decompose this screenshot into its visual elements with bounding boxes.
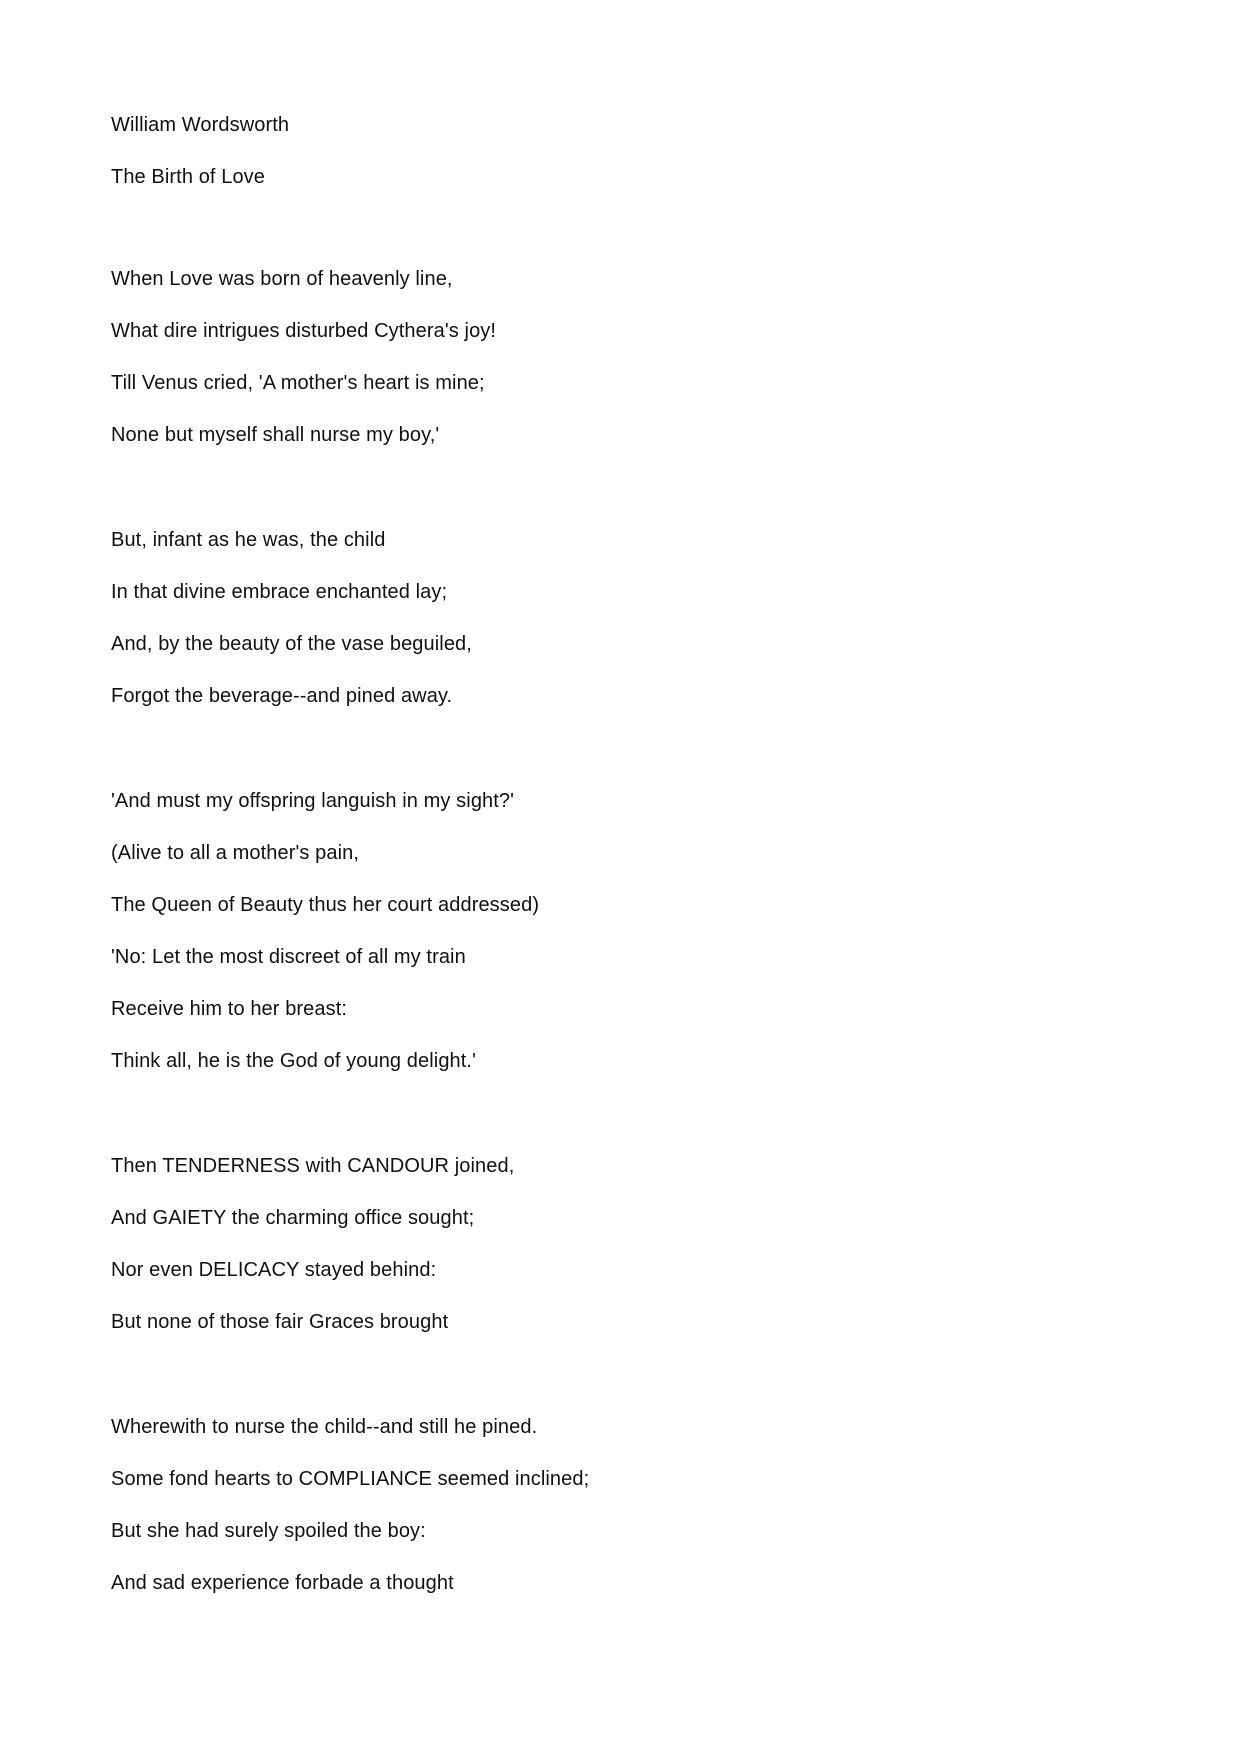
poem-line: But none of those fair Graces brought	[111, 1311, 449, 1333]
poem-line: Till Venus cried, 'A mother's heart is mine;	[111, 372, 485, 394]
poem-line: 'No: Let the most discreet of all my train	[111, 946, 466, 968]
poem-line: What dire intrigues disturbed Cythera's joy!	[111, 320, 497, 342]
poem-line: When Love was born of heavenly line,	[111, 268, 453, 290]
poem-line: Receive him to her breast:	[111, 998, 348, 1020]
poem-line: In that divine embrace enchanted lay;	[111, 581, 448, 603]
poem-line: Then TENDERNESS with CANDOUR joined,	[111, 1155, 515, 1177]
poem-line: Some fond hearts to COMPLIANCE seemed inclined;	[111, 1468, 590, 1490]
poem-line: 'And must my offspring languish in my sight?'	[111, 790, 515, 812]
poem-line: But she had surely spoiled the boy:	[111, 1520, 426, 1542]
poem-title: The Birth of Love	[111, 166, 266, 188]
poem-line: Forgot the beverage--and pined away.	[111, 685, 453, 707]
author-name: William Wordsworth	[111, 114, 290, 136]
poem-line: But, infant as he was, the child	[111, 529, 386, 551]
poem-line: None but myself shall nurse my boy,'	[111, 424, 440, 446]
poem-line: And GAIETY the charming office sought;	[111, 1207, 475, 1229]
poem-line: Nor even DELICACY stayed behind:	[111, 1259, 437, 1281]
poem-line: Think all, he is the God of young delight.'	[111, 1050, 477, 1072]
poem-line: Wherewith to nurse the child--and still he pined.	[111, 1416, 538, 1438]
poem-line: And, by the beauty of the vase beguiled,	[111, 633, 472, 655]
poem-line: And sad experience forbade a thought	[111, 1572, 454, 1594]
poem-line: (Alive to all a mother's pain,	[111, 842, 360, 864]
poem-line: The Queen of Beauty thus her court addressed)	[111, 894, 540, 916]
